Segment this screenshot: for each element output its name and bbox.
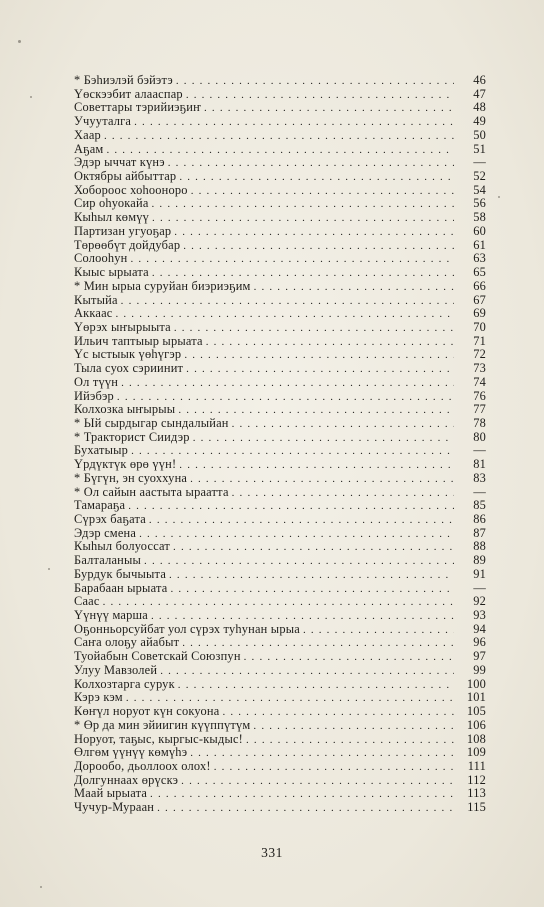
toc-entry-page: 50 xyxy=(473,127,486,142)
toc-entry-page: 115 xyxy=(467,800,486,815)
toc-entry-title: Туойабын Советскай Союзпун xyxy=(74,649,241,664)
toc-entry-page: 101 xyxy=(466,690,486,705)
toc-leader-dots xyxy=(103,596,454,610)
toc-entry-title: Долгуннаах өрүскэ xyxy=(74,772,179,787)
toc-leader-dots xyxy=(170,583,454,597)
toc-entry xyxy=(74,595,486,609)
toc-leader-dots xyxy=(303,624,454,638)
toc-leader-dots xyxy=(204,102,454,116)
toc-entry xyxy=(74,733,486,747)
toc-entry xyxy=(74,170,486,184)
toc-entry xyxy=(74,678,486,692)
toc-entry-page: 88 xyxy=(473,539,486,554)
toc-entry-title: Саҥа олоҕу айабыт xyxy=(74,635,180,650)
toc-entry-title: Солооһун xyxy=(74,251,128,266)
toc-entry-page: 65 xyxy=(473,265,486,280)
toc-entry-title: Үөскээбит алааспар xyxy=(74,86,183,101)
toc-leader-dots xyxy=(152,198,454,212)
toc-leader-dots xyxy=(160,665,454,679)
toc-leader-dots xyxy=(190,747,454,761)
toc-leader-dots xyxy=(232,418,454,432)
paper-speck xyxy=(18,40,21,43)
toc-entry-title: Эдэр смена xyxy=(74,525,137,540)
toc-leader-dots xyxy=(121,295,454,309)
toc-entry-title: Үрдүктүк өрө үүн! xyxy=(74,457,177,472)
toc-leader-dots xyxy=(186,363,454,377)
table-of-contents xyxy=(74,74,486,815)
toc-leader-dots xyxy=(178,679,454,693)
toc-entry xyxy=(74,719,486,733)
toc-leader-dots xyxy=(121,377,454,391)
toc-leader-dots xyxy=(214,761,454,775)
toc-entry xyxy=(74,321,486,335)
toc-leader-dots xyxy=(191,185,454,199)
toc-leader-dots xyxy=(183,240,454,254)
toc-entry-title: Аккаас xyxy=(74,306,113,321)
toc-entry xyxy=(74,787,486,801)
toc-leader-dots xyxy=(246,734,454,748)
toc-leader-dots xyxy=(176,75,454,89)
toc-entry-page: 49 xyxy=(473,114,486,129)
toc-leader-dots xyxy=(157,802,454,816)
toc-entry xyxy=(74,636,486,650)
toc-entry-page: 56 xyxy=(473,196,486,211)
toc-leader-dots xyxy=(173,541,454,555)
toc-leader-dots xyxy=(131,445,454,459)
toc-entry-title: Саас xyxy=(74,594,100,609)
toc-entry-page: 70 xyxy=(473,319,486,334)
toc-entry-page: — xyxy=(473,443,486,458)
toc-leader-dots xyxy=(253,720,454,734)
toc-entry-title: Хаар xyxy=(74,127,101,142)
toc-entry xyxy=(74,335,486,349)
toc-entry-title: Кэрэ кэм xyxy=(74,690,123,705)
toc-entry xyxy=(74,184,486,198)
toc-entry xyxy=(74,156,486,170)
toc-entry-page: 83 xyxy=(473,470,486,485)
toc-entry xyxy=(74,211,486,225)
toc-entry xyxy=(74,472,486,486)
toc-entry-page: 108 xyxy=(466,731,486,746)
toc-entry-page: 72 xyxy=(473,347,486,362)
toc-leader-dots xyxy=(149,514,454,528)
toc-entry xyxy=(74,458,486,472)
toc-entry-page: 60 xyxy=(473,223,486,238)
toc-leader-dots xyxy=(174,226,454,240)
toc-entry-title: Кыһыл болуоссат xyxy=(74,539,171,554)
page-number: 331 xyxy=(261,845,283,860)
toc-entry-title: Дорообо, дьоллоох олох! xyxy=(74,758,211,773)
toc-entry-title: Тыла суох сэриинит xyxy=(74,361,184,376)
toc-entry-title: Ильич таптыыр ырыата xyxy=(74,333,203,348)
toc-entry-page: 80 xyxy=(473,429,486,444)
toc-leader-dots xyxy=(222,706,454,720)
toc-entry-title: Норуот, таҕыс, кыргыс-кыдыс! xyxy=(74,731,244,746)
toc-entry-title: Улуу Мавзолей xyxy=(74,662,158,677)
toc-entry-page: — xyxy=(473,155,486,170)
paper-speck xyxy=(498,196,500,198)
toc-entry-page: 81 xyxy=(473,457,486,472)
toc-entry-title: Төрөөбүт дойдубар xyxy=(74,237,181,252)
toc-entry-page: 52 xyxy=(473,169,486,184)
toc-entry-page: 106 xyxy=(466,717,486,732)
toc-entry xyxy=(74,554,486,568)
toc-entry xyxy=(74,74,486,88)
toc-entry xyxy=(74,431,486,445)
toc-entry-title: Хобороос хоһооноро xyxy=(74,182,188,197)
toc-leader-dots xyxy=(134,116,454,130)
toc-leader-dots xyxy=(254,281,454,295)
toc-entry-title: Колхозка ыҥырыы xyxy=(74,402,176,417)
paper-speck xyxy=(30,96,32,98)
toc-entry-page: 91 xyxy=(473,566,486,581)
toc-entry-page: 94 xyxy=(473,621,486,636)
toc-entry xyxy=(74,307,486,321)
toc-entry-title: Өлгөм үүнүү көмүһэ xyxy=(74,745,188,760)
toc-entry xyxy=(74,129,486,143)
paper-speck xyxy=(40,886,42,888)
toc-entry-title: Бурдук бычыыта xyxy=(74,566,167,581)
toc-leader-dots xyxy=(150,788,454,802)
toc-entry-page: 99 xyxy=(473,662,486,677)
toc-leader-dots xyxy=(152,212,454,226)
toc-leader-dots xyxy=(193,432,454,446)
toc-entry xyxy=(74,568,486,582)
toc-entry xyxy=(74,774,486,788)
toc-entry xyxy=(74,760,486,774)
toc-entry xyxy=(74,294,486,308)
toc-leader-dots xyxy=(186,89,454,103)
toc-entry-page: 63 xyxy=(473,251,486,266)
toc-entry-title: * Мин ырыа суруйан биэриэҕим xyxy=(74,278,251,293)
toc-entry-title: Тамараҕа xyxy=(74,498,126,513)
toc-entry-title: Барабаан ырыата xyxy=(74,580,168,595)
toc-entry-page: 85 xyxy=(473,498,486,513)
toc-entry-title: Сүрэх баҕата xyxy=(74,512,146,526)
toc-entry xyxy=(74,746,486,760)
toc-leader-dots xyxy=(139,528,454,542)
toc-entry-page: 78 xyxy=(473,415,486,430)
toc-entry xyxy=(74,376,486,390)
toc-entry-page: 77 xyxy=(473,402,486,417)
toc-leader-dots xyxy=(206,336,454,350)
toc-entry-title: Аҕам xyxy=(74,141,104,156)
toc-leader-dots xyxy=(128,500,454,514)
toc-entry-title: Кытыйа xyxy=(74,292,118,307)
toc-entry xyxy=(74,266,486,280)
toc-entry-page: — xyxy=(473,580,486,595)
toc-entry-title: Үүнүү марша xyxy=(74,608,148,623)
toc-entry-page: 48 xyxy=(473,100,486,115)
toc-entry-page: 73 xyxy=(473,361,486,376)
toc-entry-title: Колхозтарга сурук xyxy=(74,676,175,691)
toc-leader-dots xyxy=(169,569,454,583)
toc-entry xyxy=(74,444,486,458)
toc-entry-title: Оҕонньорсуйбат уол сүрэх туһунан ырыа xyxy=(74,621,300,636)
toc-entry-page: 96 xyxy=(473,635,486,650)
toc-entry xyxy=(74,691,486,705)
toc-entry xyxy=(74,348,486,362)
toc-entry xyxy=(74,527,486,541)
toc-entry-title: * Бүгүн, эн суоххуна xyxy=(74,470,188,485)
toc-entry-page: 71 xyxy=(473,333,486,348)
toc-entry-page: 66 xyxy=(473,278,486,293)
toc-entry-title: Октябры айбыттар xyxy=(74,169,177,184)
toc-entry-title: Маай ырыата xyxy=(74,786,148,801)
toc-leader-dots xyxy=(174,322,454,336)
toc-leader-dots xyxy=(232,487,454,501)
toc-entry xyxy=(74,499,486,513)
toc-entry-page: 58 xyxy=(473,210,486,225)
toc-entry-title: Учууталга xyxy=(74,114,132,129)
toc-entry xyxy=(74,101,486,115)
toc-entry-page: 92 xyxy=(473,594,486,609)
toc-entry-page: 105 xyxy=(466,704,486,719)
toc-leader-dots xyxy=(144,555,454,569)
toc-entry xyxy=(74,403,486,417)
toc-entry-title: Балталаныы xyxy=(74,553,142,568)
toc-entry-title: Ийэбэр xyxy=(74,388,114,403)
toc-entry-title: Бухатыыр xyxy=(74,443,129,458)
toc-entry-title: * Ый сырдыгар сындалыйан xyxy=(74,415,229,430)
toc-entry-page: — xyxy=(473,484,486,499)
toc-entry xyxy=(74,225,486,239)
toc-entry xyxy=(74,252,486,266)
toc-leader-dots xyxy=(181,775,454,789)
toc-entry xyxy=(74,540,486,554)
toc-entry-page: 87 xyxy=(473,525,486,540)
toc-entry xyxy=(74,362,486,376)
toc-entry xyxy=(74,801,486,815)
toc-entry-title: * Ол сайын аастыта ыраатта xyxy=(74,484,229,499)
toc-entry-title: Чучур-Мураан xyxy=(74,800,155,815)
toc-leader-dots xyxy=(168,157,454,171)
toc-entry xyxy=(74,650,486,664)
toc-leader-dots xyxy=(179,459,454,473)
toc-entry-page: 46 xyxy=(473,73,486,87)
toc-entry-title: Көҥүл норуот күн сокуона xyxy=(74,704,220,719)
toc-entry xyxy=(74,239,486,253)
toc-leader-dots xyxy=(184,349,454,363)
toc-entry xyxy=(74,582,486,596)
toc-entry-page: 67 xyxy=(473,292,486,307)
toc-entry-title: * Бэһиэлэй бэйэтэ xyxy=(74,73,173,87)
toc-entry xyxy=(74,197,486,211)
toc-entry-title: Советтары тэрийиэҕиҥ xyxy=(74,100,202,115)
toc-entry-page: 74 xyxy=(473,374,486,389)
toc-entry-page: 51 xyxy=(473,141,486,156)
toc-entry-page: 111 xyxy=(467,758,486,773)
toc-entry-title: Сир оһуокайа xyxy=(74,196,149,211)
toc-entry xyxy=(74,88,486,102)
toc-entry-page: 86 xyxy=(473,512,486,526)
toc-entry xyxy=(74,486,486,500)
toc-entry-title: Ол түүн xyxy=(74,374,119,389)
toc-entry-page: 100 xyxy=(466,676,486,691)
toc-entry-page: 69 xyxy=(473,306,486,321)
toc-entry-title: Эдэр ыччат күнэ xyxy=(74,155,165,170)
toc-entry xyxy=(74,513,486,527)
toc-entry-title: Үс ыстыык үөһүгэр xyxy=(74,347,182,362)
toc-entry-page: 47 xyxy=(473,86,486,101)
toc-leader-dots xyxy=(131,253,455,267)
toc-entry xyxy=(74,390,486,404)
toc-entry-page: 61 xyxy=(473,237,486,252)
toc-entry xyxy=(74,115,486,129)
toc-leader-dots xyxy=(104,130,454,144)
toc-entry xyxy=(74,417,486,431)
toc-leader-dots xyxy=(179,171,454,185)
toc-entry-title: Үөрэх ыҥырыыта xyxy=(74,319,171,334)
toc-entry-page: 89 xyxy=(473,553,486,568)
toc-entry-title: Кыһыл көмүү xyxy=(74,210,150,225)
toc-entry-title: * Тракторист Сиидэр xyxy=(74,429,190,444)
toc-entry-page: 93 xyxy=(473,608,486,623)
toc-entry-page: 112 xyxy=(467,772,486,787)
toc-entry-title: * Өр да мин эйиигин күүппүтүм xyxy=(74,717,251,732)
toc-entry xyxy=(74,664,486,678)
toc-entry xyxy=(74,705,486,719)
toc-entry-page: 97 xyxy=(473,649,486,664)
toc-entry xyxy=(74,609,486,623)
paper-speck xyxy=(48,568,50,570)
toc-entry xyxy=(74,280,486,294)
toc-entry xyxy=(74,143,486,157)
toc-entry-page: 54 xyxy=(473,182,486,197)
toc-entry-page: 76 xyxy=(473,388,486,403)
toc-leader-dots xyxy=(244,651,454,665)
toc-entry-title: Партизан угуоҕар xyxy=(74,223,172,238)
toc-entry xyxy=(74,623,486,637)
toc-leader-dots xyxy=(190,473,454,487)
toc-entry-page: 109 xyxy=(466,745,486,760)
toc-entry-page: 113 xyxy=(467,786,486,801)
toc-entry-title: Кыыс ырыата xyxy=(74,265,149,280)
